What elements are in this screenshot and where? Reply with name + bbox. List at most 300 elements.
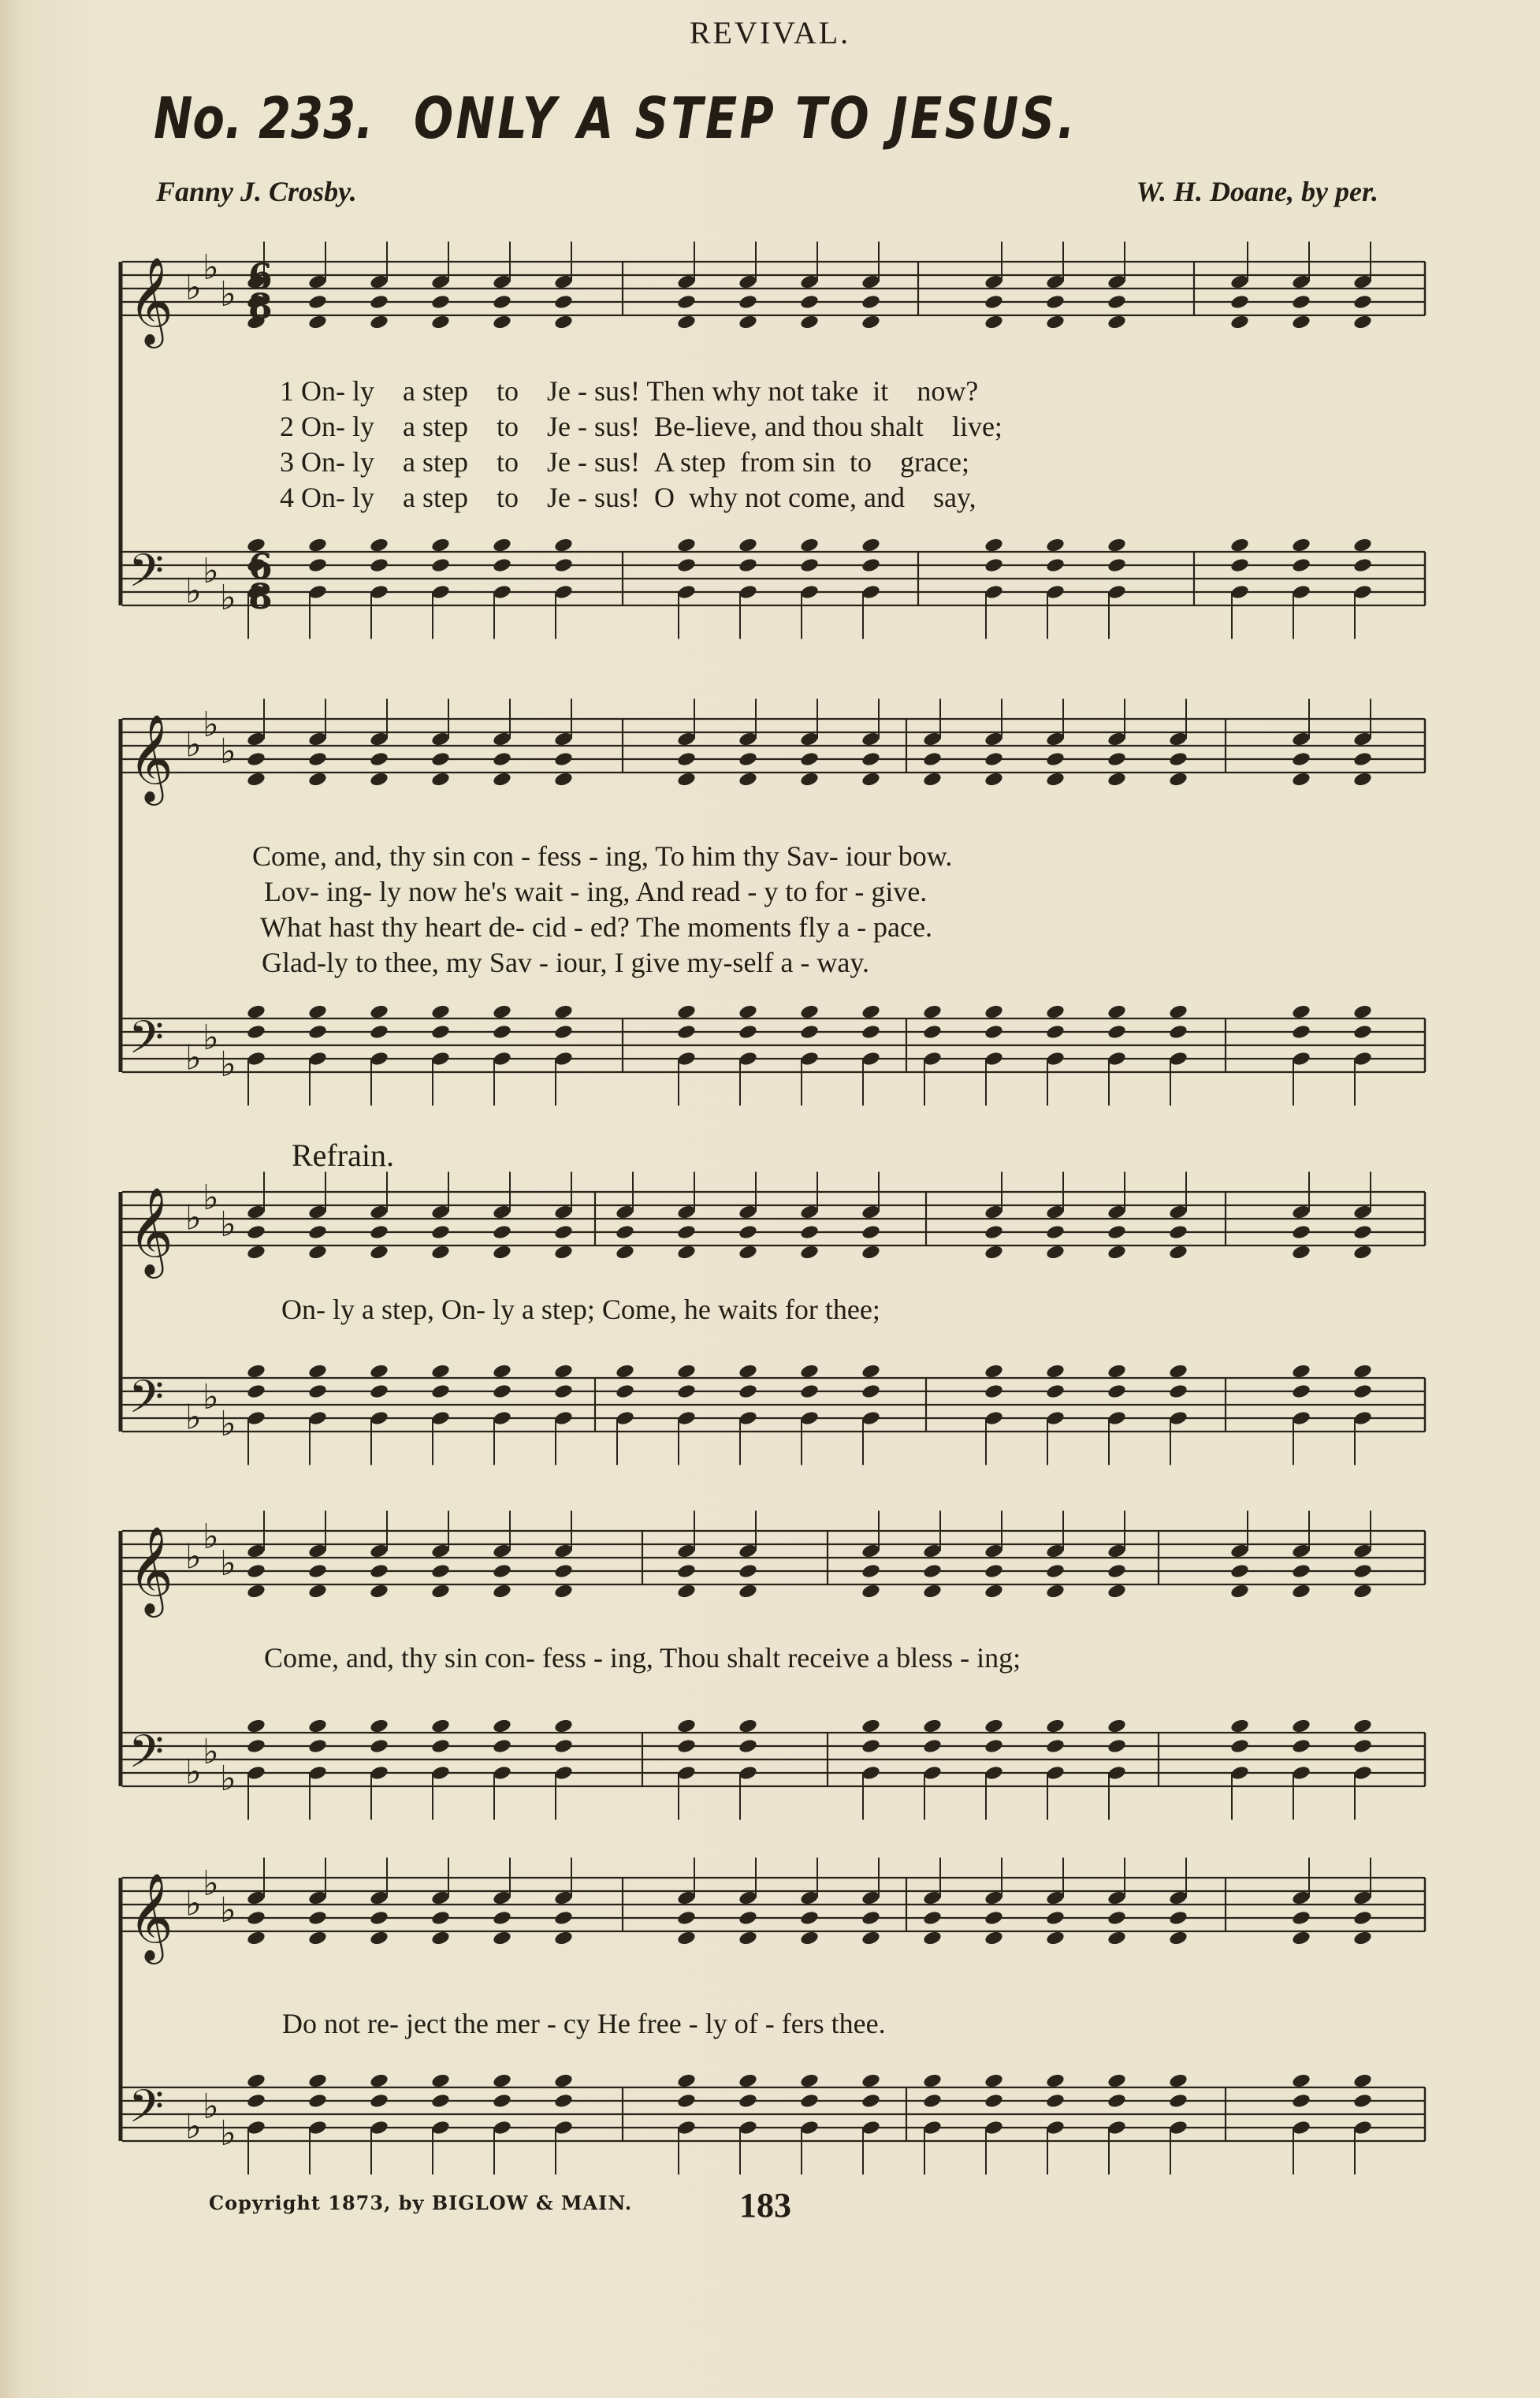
note-head bbox=[1168, 1363, 1188, 1380]
note-head bbox=[1291, 2093, 1311, 2109]
note-head bbox=[1291, 771, 1311, 788]
note-head bbox=[1107, 1930, 1126, 1946]
flat-sign-icon: ♭ bbox=[220, 1044, 236, 1085]
flat-sign-icon: ♭ bbox=[203, 2087, 219, 2127]
note-head bbox=[984, 1024, 1003, 1041]
note-head bbox=[1045, 751, 1065, 768]
note-head bbox=[676, 1930, 696, 1946]
note-head bbox=[1045, 2072, 1065, 2089]
note-head bbox=[1045, 1583, 1065, 1599]
note-head bbox=[984, 1204, 1003, 1220]
note-head bbox=[1107, 314, 1126, 330]
note-head bbox=[799, 1363, 819, 1380]
note-head bbox=[984, 1410, 1003, 1427]
flat-sign-icon: ♭ bbox=[220, 732, 236, 772]
flat-sign-icon: ♭ bbox=[203, 248, 219, 288]
note-head bbox=[1352, 1410, 1372, 1427]
note-head bbox=[246, 1583, 266, 1599]
note-head bbox=[1291, 1244, 1311, 1260]
note-head bbox=[738, 1765, 757, 1782]
note-head bbox=[1352, 1244, 1372, 1260]
note-head bbox=[492, 1765, 511, 1782]
note-head bbox=[1352, 1738, 1372, 1755]
note-head bbox=[861, 2072, 880, 2089]
note-head bbox=[1045, 1543, 1065, 1559]
note-head bbox=[553, 1583, 573, 1599]
note-head bbox=[1107, 1738, 1126, 1755]
note-head bbox=[799, 1204, 819, 1220]
note-head bbox=[369, 1244, 389, 1260]
verse-3-line-1: 3 On- ly a step to Je - sus! A step from sin to grace; bbox=[280, 446, 969, 478]
note-head bbox=[246, 731, 266, 747]
note-head bbox=[1352, 1204, 1372, 1220]
note-head bbox=[922, 1718, 942, 1734]
refrain-line-3: Do not re- ject the mer - cy He free - ly of - fers thee. bbox=[282, 2008, 886, 2039]
note-head bbox=[307, 584, 327, 601]
note-head bbox=[738, 1383, 757, 1400]
note-head bbox=[738, 771, 757, 788]
note-head bbox=[492, 1024, 511, 1041]
note-head bbox=[799, 584, 819, 601]
note-head bbox=[1168, 1410, 1188, 1427]
note-head bbox=[369, 1224, 389, 1241]
note-head bbox=[738, 537, 757, 553]
note-head bbox=[1352, 584, 1372, 601]
time-signature-numerator: 6 bbox=[248, 257, 273, 297]
note-head bbox=[369, 1910, 389, 1927]
note-head bbox=[984, 557, 1003, 574]
note-head bbox=[799, 1383, 819, 1400]
note-head bbox=[430, 557, 450, 574]
note-head bbox=[246, 1410, 266, 1427]
flat-sign-icon: ♭ bbox=[203, 1864, 219, 1904]
note-head bbox=[369, 1051, 389, 1067]
note-head bbox=[1229, 537, 1249, 553]
note-head bbox=[922, 1543, 942, 1559]
note-head bbox=[307, 731, 327, 747]
note-head bbox=[307, 1204, 327, 1220]
note-head bbox=[799, 1024, 819, 1041]
note-head bbox=[369, 1718, 389, 1734]
note-head bbox=[922, 771, 942, 788]
note-head bbox=[1107, 1765, 1126, 1782]
verse-4-line-2: Glad-ly to thee, my Sav - iour, I give my-self a - way. bbox=[262, 947, 870, 978]
note-head bbox=[553, 2093, 573, 2109]
note-head bbox=[1352, 294, 1372, 311]
note-head bbox=[1107, 1363, 1126, 1380]
note-head bbox=[492, 314, 511, 330]
note-head bbox=[1229, 584, 1249, 601]
note-head bbox=[1168, 1024, 1188, 1041]
note-head bbox=[1291, 1224, 1311, 1241]
note-head bbox=[676, 1244, 696, 1260]
note-head bbox=[1352, 1004, 1372, 1020]
note-head bbox=[307, 1765, 327, 1782]
note-head bbox=[861, 1244, 880, 1260]
note-head bbox=[738, 2093, 757, 2109]
note-head bbox=[307, 1543, 327, 1559]
note-head bbox=[369, 2072, 389, 2089]
note-head bbox=[553, 1383, 573, 1400]
flat-sign-icon: ♭ bbox=[185, 724, 202, 765]
note-head bbox=[1045, 1930, 1065, 1946]
note-head bbox=[553, 731, 573, 747]
note-head bbox=[307, 751, 327, 768]
note-head bbox=[246, 751, 266, 768]
note-head bbox=[430, 1224, 450, 1241]
note-head bbox=[738, 294, 757, 311]
flat-sign-icon: ♭ bbox=[203, 551, 219, 591]
hymn-title: ONLY A STEP TO JESUS. bbox=[414, 85, 1078, 151]
note-head bbox=[799, 557, 819, 574]
note-head bbox=[984, 1718, 1003, 1734]
note-head bbox=[1352, 1383, 1372, 1400]
note-head bbox=[984, 294, 1003, 311]
note-head bbox=[553, 1890, 573, 1906]
note-head bbox=[553, 1543, 573, 1559]
note-head bbox=[430, 2072, 450, 2089]
note-head bbox=[1045, 1383, 1065, 1400]
note-head bbox=[369, 1543, 389, 1559]
note-head bbox=[307, 1410, 327, 1427]
note-head bbox=[1352, 1930, 1372, 1946]
note-head bbox=[430, 584, 450, 601]
note-head bbox=[738, 751, 757, 768]
note-head bbox=[676, 2072, 696, 2089]
note-head bbox=[1352, 274, 1372, 290]
note-head bbox=[861, 731, 880, 747]
flat-sign-icon: ♭ bbox=[185, 1536, 202, 1577]
note-head bbox=[307, 1244, 327, 1260]
note-head bbox=[553, 1004, 573, 1020]
note-head bbox=[246, 1363, 266, 1380]
note-head bbox=[676, 1738, 696, 1755]
note-head bbox=[1352, 1583, 1372, 1599]
note-head bbox=[984, 731, 1003, 747]
note-head bbox=[676, 1563, 696, 1580]
note-head bbox=[799, 1004, 819, 1020]
note-head bbox=[553, 314, 573, 330]
note-head bbox=[1291, 1718, 1311, 1734]
note-head bbox=[984, 537, 1003, 553]
note-head bbox=[1107, 2093, 1126, 2109]
note-head bbox=[553, 584, 573, 601]
note-head bbox=[430, 1583, 450, 1599]
note-head bbox=[1045, 537, 1065, 553]
note-head bbox=[430, 1051, 450, 1067]
copyright-notice: Copyright 1873, by BIGLOW & MAIN. bbox=[209, 2191, 633, 2214]
note-head bbox=[246, 1890, 266, 1906]
note-head bbox=[1168, 2093, 1188, 2109]
note-head bbox=[861, 1024, 880, 1041]
note-head bbox=[492, 2093, 511, 2109]
note-head bbox=[307, 1563, 327, 1580]
note-head bbox=[799, 1410, 819, 1427]
refrain-label: Refrain. bbox=[292, 1138, 394, 1173]
note-head bbox=[861, 1363, 880, 1380]
note-head bbox=[246, 1765, 266, 1782]
note-head bbox=[1107, 1563, 1126, 1580]
note-head bbox=[984, 1890, 1003, 1906]
note-head bbox=[861, 584, 880, 601]
verse-4-line-1: 4 On- ly a step to Je - sus! O why not come, and say, bbox=[280, 482, 976, 513]
note-head bbox=[1352, 1910, 1372, 1927]
treble-clef-icon: 𝄞 bbox=[128, 256, 173, 344]
note-head bbox=[1107, 1718, 1126, 1734]
note-head bbox=[922, 731, 942, 747]
note-head bbox=[922, 1051, 942, 1067]
note-head bbox=[369, 1738, 389, 1755]
note-head bbox=[1045, 771, 1065, 788]
note-head bbox=[246, 1004, 266, 1020]
note-head bbox=[492, 731, 511, 747]
note-head bbox=[369, 1383, 389, 1400]
note-head bbox=[430, 751, 450, 768]
note-head bbox=[1291, 1543, 1311, 1559]
note-head bbox=[861, 1765, 880, 1782]
note-head bbox=[369, 294, 389, 311]
note-head bbox=[1291, 2072, 1311, 2089]
note-head bbox=[799, 2072, 819, 2089]
note-head bbox=[738, 274, 757, 290]
note-head bbox=[553, 557, 573, 574]
note-head bbox=[307, 1024, 327, 1041]
note-head bbox=[861, 1383, 880, 1400]
note-head bbox=[1352, 2120, 1372, 2136]
note-head bbox=[1291, 751, 1311, 768]
note-head bbox=[1352, 771, 1372, 788]
note-head bbox=[1291, 1930, 1311, 1946]
note-head bbox=[1045, 1363, 1065, 1380]
note-head bbox=[307, 1383, 327, 1400]
note-head bbox=[1352, 751, 1372, 768]
note-head bbox=[676, 557, 696, 574]
note-head bbox=[676, 1410, 696, 1427]
note-head bbox=[676, 1718, 696, 1734]
note-head bbox=[1107, 731, 1126, 747]
note-head bbox=[984, 274, 1003, 290]
note-head bbox=[922, 1563, 942, 1580]
page-number: 183 bbox=[739, 2186, 791, 2225]
note-head bbox=[922, 751, 942, 768]
flat-sign-icon: ♭ bbox=[220, 578, 236, 618]
note-head bbox=[738, 1738, 757, 1755]
note-head bbox=[738, 1910, 757, 1927]
note-head bbox=[1291, 1363, 1311, 1380]
note-head bbox=[676, 1224, 696, 1241]
flat-sign-icon: ♭ bbox=[203, 1178, 219, 1218]
note-head bbox=[984, 2120, 1003, 2136]
note-head bbox=[1168, 1224, 1188, 1241]
note-head bbox=[1107, 1383, 1126, 1400]
refrain-line-1: On- ly a step, On- ly a step; Come, he waits for thee; bbox=[281, 1294, 880, 1325]
note-head bbox=[430, 1890, 450, 1906]
note-head bbox=[615, 1244, 634, 1260]
note-head bbox=[1107, 1024, 1126, 1041]
note-head bbox=[1229, 1718, 1249, 1734]
note-head bbox=[1352, 1718, 1372, 1734]
note-head bbox=[246, 1718, 266, 1734]
note-head bbox=[1045, 314, 1065, 330]
note-head bbox=[984, 1383, 1003, 1400]
note-head bbox=[984, 584, 1003, 601]
note-head bbox=[984, 1004, 1003, 1020]
note-head bbox=[1045, 1004, 1065, 1020]
note-head bbox=[369, 1024, 389, 1041]
note-head bbox=[984, 1563, 1003, 1580]
note-head bbox=[861, 1004, 880, 1020]
note-head bbox=[307, 1004, 327, 1020]
note-head bbox=[861, 1930, 880, 1946]
treble-clef-icon: 𝄞 bbox=[128, 1872, 173, 1960]
note-head bbox=[430, 1930, 450, 1946]
note-head bbox=[246, 1051, 266, 1067]
note-head bbox=[676, 1204, 696, 1220]
note-head bbox=[1107, 771, 1126, 788]
note-head bbox=[246, 2093, 266, 2109]
note-head bbox=[1168, 2120, 1188, 2136]
treble-clef-icon: 𝄞 bbox=[128, 1525, 173, 1614]
note-head bbox=[553, 537, 573, 553]
flat-sign-icon: ♭ bbox=[185, 1883, 202, 1924]
time-signature-numerator: 6 bbox=[248, 547, 273, 587]
note-head bbox=[1291, 1890, 1311, 1906]
note-head bbox=[1107, 1910, 1126, 1927]
note-head bbox=[738, 1718, 757, 1734]
note-head bbox=[799, 1890, 819, 1906]
note-head bbox=[1352, 557, 1372, 574]
note-head bbox=[307, 1224, 327, 1241]
note-head bbox=[676, 2093, 696, 2109]
note-head bbox=[369, 1410, 389, 1427]
note-head bbox=[1107, 1051, 1126, 1067]
note-head bbox=[676, 274, 696, 290]
note-head bbox=[1168, 771, 1188, 788]
note-head bbox=[1045, 294, 1065, 311]
note-head bbox=[492, 2120, 511, 2136]
note-head bbox=[492, 1383, 511, 1400]
note-head bbox=[1352, 1024, 1372, 1041]
note-head bbox=[430, 1363, 450, 1380]
note-head bbox=[1107, 274, 1126, 290]
note-head bbox=[1107, 294, 1126, 311]
note-head bbox=[1291, 584, 1311, 601]
flat-sign-icon: ♭ bbox=[185, 267, 202, 308]
note-head bbox=[615, 1383, 634, 1400]
note-head bbox=[246, 1244, 266, 1260]
note-head bbox=[492, 751, 511, 768]
note-head bbox=[799, 2093, 819, 2109]
note-head bbox=[553, 1363, 573, 1380]
note-head bbox=[738, 1051, 757, 1067]
note-head bbox=[922, 1890, 942, 1906]
note-head bbox=[738, 1224, 757, 1241]
note-head bbox=[676, 1383, 696, 1400]
note-head bbox=[307, 1718, 327, 1734]
note-head bbox=[492, 1410, 511, 1427]
note-head bbox=[1045, 1910, 1065, 1927]
note-head bbox=[738, 1204, 757, 1220]
note-head bbox=[861, 1410, 880, 1427]
note-head bbox=[799, 771, 819, 788]
note-head bbox=[430, 2120, 450, 2136]
note-head bbox=[1107, 1890, 1126, 1906]
note-head bbox=[1045, 1563, 1065, 1580]
note-head bbox=[676, 294, 696, 311]
section-header: REVIVAL. bbox=[689, 15, 851, 50]
note-head bbox=[246, 1738, 266, 1755]
note-head bbox=[984, 1051, 1003, 1067]
note-head bbox=[1229, 1543, 1249, 1559]
note-head bbox=[1107, 537, 1126, 553]
note-head bbox=[492, 1738, 511, 1755]
note-head bbox=[1045, 1718, 1065, 1734]
note-head bbox=[861, 1738, 880, 1755]
note-head bbox=[861, 1718, 880, 1734]
note-head bbox=[553, 2072, 573, 2089]
note-head bbox=[246, 1910, 266, 1927]
note-head bbox=[1168, 1910, 1188, 1927]
note-head bbox=[799, 314, 819, 330]
note-head bbox=[676, 1910, 696, 1927]
note-head bbox=[1291, 294, 1311, 311]
lyricist-credit: Fanny J. Crosby. bbox=[156, 176, 357, 207]
note-head bbox=[1107, 2120, 1126, 2136]
note-head bbox=[1168, 1930, 1188, 1946]
note-head bbox=[984, 1583, 1003, 1599]
note-head bbox=[984, 1224, 1003, 1241]
note-head bbox=[1107, 1583, 1126, 1599]
note-head bbox=[307, 771, 327, 788]
note-head bbox=[984, 771, 1003, 788]
note-head bbox=[799, 751, 819, 768]
note-head bbox=[738, 2120, 757, 2136]
note-head bbox=[1291, 731, 1311, 747]
note-head bbox=[492, 1051, 511, 1067]
note-head bbox=[492, 537, 511, 553]
note-head bbox=[307, 2093, 327, 2109]
note-head bbox=[1107, 1204, 1126, 1220]
flat-sign-icon: ♭ bbox=[203, 1377, 219, 1417]
bass-clef-icon: 𝄢 bbox=[128, 1370, 165, 1435]
note-head bbox=[369, 1363, 389, 1380]
note-head bbox=[676, 771, 696, 788]
note-head bbox=[369, 1765, 389, 1782]
note-head bbox=[553, 1224, 573, 1241]
note-head bbox=[246, 1543, 266, 1559]
note-head bbox=[738, 1890, 757, 1906]
note-head bbox=[1107, 1224, 1126, 1241]
note-head bbox=[492, 771, 511, 788]
note-head bbox=[1291, 1383, 1311, 1400]
note-head bbox=[1291, 1910, 1311, 1927]
treble-clef-icon: 𝄞 bbox=[128, 713, 173, 802]
note-head bbox=[676, 537, 696, 553]
note-head bbox=[430, 1204, 450, 1220]
flat-sign-icon: ♭ bbox=[220, 2113, 236, 2154]
note-head bbox=[1229, 314, 1249, 330]
note-head bbox=[922, 2072, 942, 2089]
note-head bbox=[369, 314, 389, 330]
note-head bbox=[799, 274, 819, 290]
note-head bbox=[246, 1383, 266, 1400]
treble-clef-icon: 𝄞 bbox=[128, 1186, 173, 1275]
note-head bbox=[307, 1930, 327, 1946]
note-head bbox=[1168, 1004, 1188, 1020]
note-head bbox=[1107, 2072, 1126, 2089]
flat-sign-icon: ♭ bbox=[220, 1205, 236, 1245]
note-head bbox=[1168, 2072, 1188, 2089]
